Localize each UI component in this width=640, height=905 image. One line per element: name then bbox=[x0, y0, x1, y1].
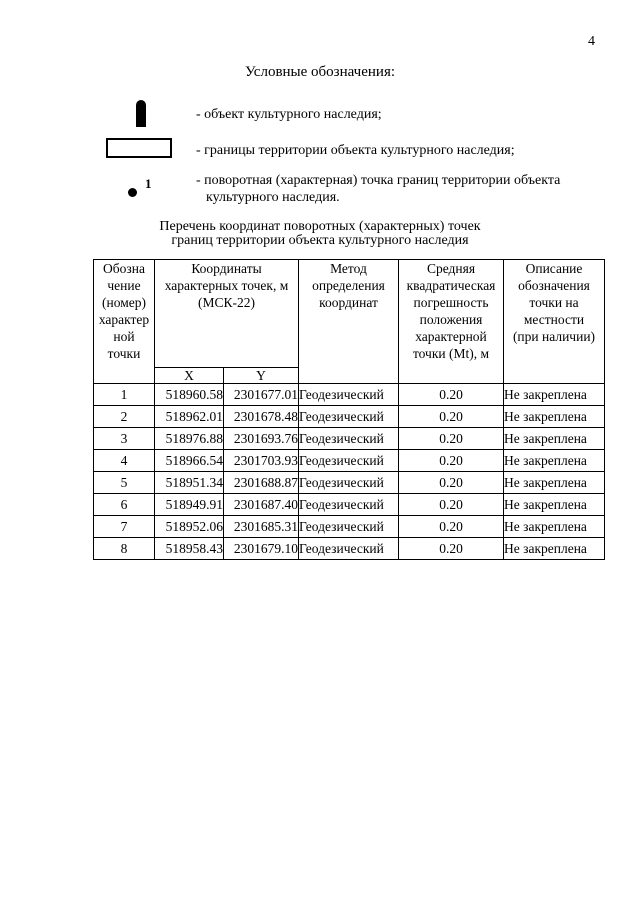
method: Геодезический bbox=[299, 450, 399, 472]
coord-x: 518962.01 bbox=[155, 406, 224, 428]
coordinates-list-title-line2: границ территории объекта культурного наследия bbox=[171, 233, 469, 248]
header-x: X bbox=[155, 368, 224, 384]
coord-x: 518960.58 bbox=[155, 384, 224, 406]
mean-error: 0.20 bbox=[399, 406, 504, 428]
coord-x: 518976.88 bbox=[155, 428, 224, 450]
point-number: 3 bbox=[94, 428, 155, 450]
header-error: Средняя квадратическая погрешность положения характерной точки (Mt), м bbox=[399, 260, 504, 384]
point-number: 5 bbox=[94, 472, 155, 494]
coordinates-table bbox=[93, 259, 605, 560]
point-number: 1 bbox=[94, 384, 155, 406]
header-y: Y bbox=[224, 368, 299, 384]
table-row bbox=[94, 428, 605, 450]
method: Геодезический bbox=[299, 428, 399, 450]
point-number: 8 bbox=[94, 538, 155, 560]
coord-y: 2301677.01 bbox=[224, 384, 299, 406]
legend-item-turning-point-line2: культурного наследия. bbox=[206, 190, 340, 205]
coordinates-list-title bbox=[0, 220, 640, 248]
header-description: Описание обозначения точки на местности (при наличии) bbox=[504, 260, 605, 384]
coord-y: 2301688.87 bbox=[224, 472, 299, 494]
legend-item-heritage-object: - объект культурного наследия; bbox=[196, 107, 382, 122]
description: Не закреплена bbox=[504, 406, 605, 428]
table-row bbox=[94, 450, 605, 472]
table-row bbox=[94, 472, 605, 494]
header-method: Метод определения координат bbox=[299, 260, 399, 384]
mean-error: 0.20 bbox=[399, 384, 504, 406]
method: Геодезический bbox=[299, 516, 399, 538]
territory-boundary-icon bbox=[106, 138, 172, 158]
description: Не закреплена bbox=[504, 450, 605, 472]
turning-point-icon-label: 1 bbox=[145, 176, 152, 191]
mean-error: 0.20 bbox=[399, 450, 504, 472]
legend-item-turning-point bbox=[196, 172, 560, 206]
mean-error: 0.20 bbox=[399, 538, 504, 560]
legend-item-turning-point-line1: - поворотная (характерная) точка границ территории объекта bbox=[196, 173, 561, 188]
coord-y: 2301703.93 bbox=[224, 450, 299, 472]
table-row bbox=[94, 384, 605, 406]
point-number: 4 bbox=[94, 450, 155, 472]
mean-error: 0.20 bbox=[399, 472, 504, 494]
coord-y: 2301678.48 bbox=[224, 406, 299, 428]
header-coordinates: Координаты характерных точек, м (МСК-22) bbox=[155, 260, 299, 368]
mean-error: 0.20 bbox=[399, 428, 504, 450]
table-row bbox=[94, 538, 605, 560]
table-row bbox=[94, 494, 605, 516]
coord-y: 2301693.76 bbox=[224, 428, 299, 450]
method: Геодезический bbox=[299, 406, 399, 428]
coord-x: 518958.43 bbox=[155, 538, 224, 560]
header-designation: Обозна чение (номер) характер ной точки bbox=[94, 260, 155, 384]
legend-item-territory-boundary: - границы территории объекта культурного наследия; bbox=[196, 143, 515, 158]
mean-error: 0.20 bbox=[399, 516, 504, 538]
page-number: 4 bbox=[588, 34, 595, 49]
table-row bbox=[94, 516, 605, 538]
coord-y: 2301679.10 bbox=[224, 538, 299, 560]
coord-x: 518951.34 bbox=[155, 472, 224, 494]
coord-x: 518952.06 bbox=[155, 516, 224, 538]
description: Не закреплена bbox=[504, 384, 605, 406]
point-number: 7 bbox=[94, 516, 155, 538]
table-row bbox=[94, 406, 605, 428]
description: Не закреплена bbox=[504, 472, 605, 494]
coordinates-list-title-line1: Перечень координат поворотных (характерных) точек bbox=[159, 219, 481, 234]
point-number: 6 bbox=[94, 494, 155, 516]
turning-point-icon bbox=[128, 188, 137, 197]
description: Не закреплена bbox=[504, 428, 605, 450]
mean-error: 0.20 bbox=[399, 494, 504, 516]
description: Не закреплена bbox=[504, 538, 605, 560]
coord-x: 518966.54 bbox=[155, 450, 224, 472]
method: Геодезический bbox=[299, 538, 399, 560]
description: Не закреплена bbox=[504, 494, 605, 516]
coord-y: 2301687.40 bbox=[224, 494, 299, 516]
coord-y: 2301685.31 bbox=[224, 516, 299, 538]
coord-x: 518949.91 bbox=[155, 494, 224, 516]
method: Геодезический bbox=[299, 494, 399, 516]
heritage-object-icon bbox=[136, 100, 146, 127]
method: Геодезический bbox=[299, 384, 399, 406]
legend-title: Условные обозначения: bbox=[244, 64, 396, 80]
method: Геодезический bbox=[299, 472, 399, 494]
description: Не закреплена bbox=[504, 516, 605, 538]
point-number: 2 bbox=[94, 406, 155, 428]
